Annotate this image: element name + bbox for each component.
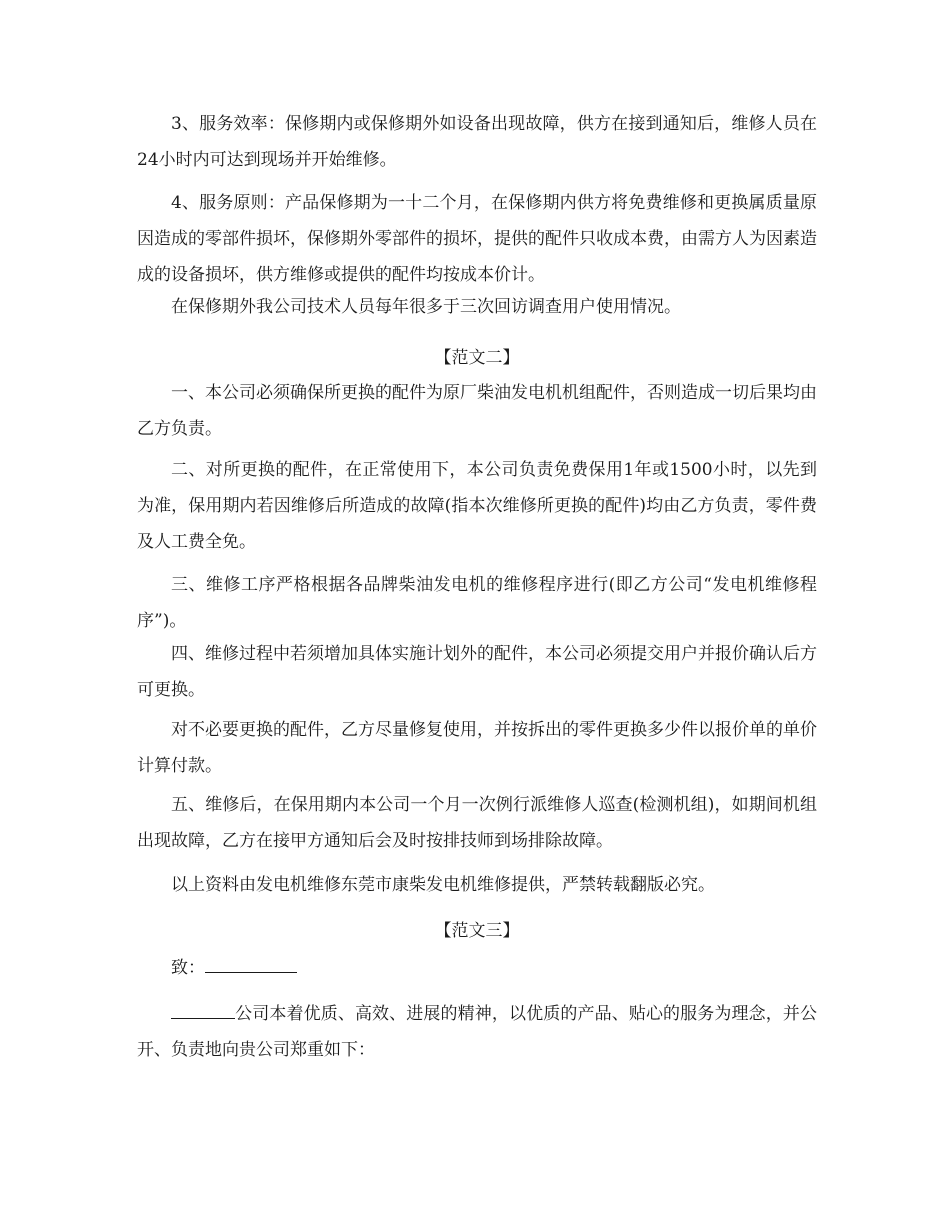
addressee-line [137, 950, 817, 986]
paragraph-copyright-notice: 以上资料由发电机维修东莞市康柴发电机维修提供，严禁转载翻版必究。 [171, 875, 715, 895]
paragraph-inspection: 五、维修后，在保用期内本公司一个月一次例行派维修人巡查(检测机组)，如期间机组出现故障，乙方在接甲方通知后会及时按排技师到场排除故障。 [137, 795, 817, 851]
addressee-blank [205, 954, 297, 973]
paragraph-repair-procedure: 三、维修工序严格根据各品牌柴油发电机的维修程序进行(即乙方公司“发电机维修程序”)。 [137, 575, 817, 631]
addressee-label: 致： [171, 958, 205, 978]
paragraph-extra-parts: 四、维修过程中若须增加具体实施计划外的配件，本公司必须提交用户并报价确认后方可更换。 [137, 644, 817, 700]
paragraph-service-efficiency: 3、服务效率：保修期内或保修期外如设备出现故障，供方在接到通知后，维修人员在24小时内可达到现场并开始维修。 [137, 114, 817, 170]
paragraph-repair-reuse: 对不必要更换的配件，乙方尽量修复使用，并按拆出的零件更换多少件以报价单的单价计算付款。 [137, 720, 817, 776]
company-name-blank [171, 1000, 235, 1019]
paragraph-company-commitment [137, 996, 817, 1068]
paragraph-return-visit: 在保修期外我公司技术人员每年很多于三次回访调查用户使用情况。 [171, 297, 681, 317]
section-heading-sample-two: 【范文二】 [434, 348, 520, 368]
paragraph-service-principle: 4、服务原则：产品保修期为一十二个月，在保修期内供方将免费维修和更换属质量原因造成的零部件损坏，保修期外零部件的损坏，提供的配件只收成本费，由需方人为因素造成的设备损坏，供方维修或提供的配件均按成本价计。 [137, 193, 817, 285]
paragraph-original-parts: 一、本公司必须确保所更换的配件为原厂柴油发电机机组配件，否则造成一切后果均由乙方负责。 [137, 383, 817, 439]
paragraph-warranty: 二、对所更换的配件，在正常使用下，本公司负责免费保用1年或1500小时，以先到为准，保用期内若因维修后所造成的故障(指本次维修所更换的配件)均由乙方负责，零件费及人工费全免。 [137, 460, 817, 552]
company-commitment-text: 公司本着优质、高效、进展的精神，以优质的产品、贴心的服务为理念，并公开、负责地向贵公司郑重如下： [137, 1004, 817, 1060]
section-heading-sample-three: 【范文三】 [434, 921, 520, 941]
